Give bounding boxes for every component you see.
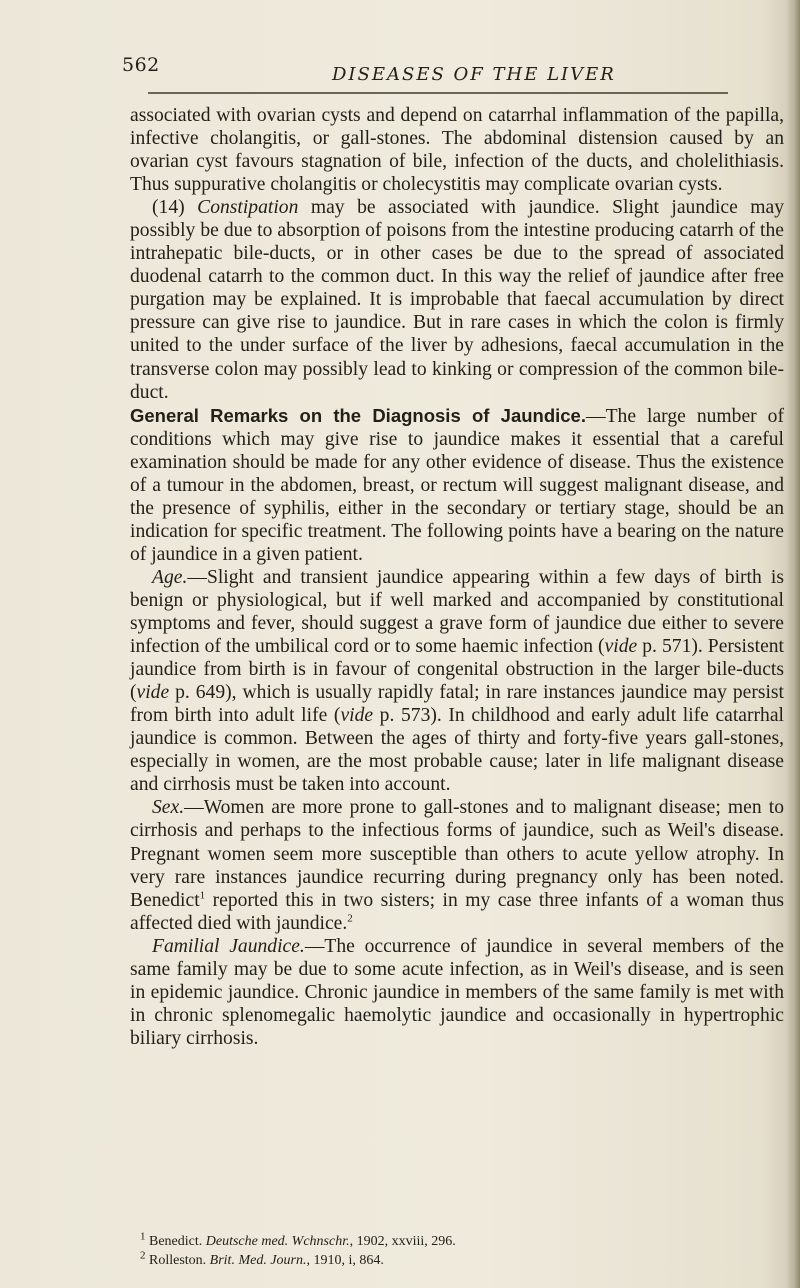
text-run: reported this in two sisters; in my case three infants of a woman thus affected died with jaundice. [130, 889, 784, 934]
footnote-journal: Brit. Med. Journ. [209, 1253, 307, 1268]
page-edge [786, 0, 800, 1288]
footnote-number: 2 [140, 1249, 146, 1262]
running-head: DISEASES OF THE LIVER [332, 64, 616, 85]
vide-ref: vide [604, 636, 638, 658]
paragraph-text: associated with ovarian cysts and depend on catarrhal inflammation of the papilla, infective cholangitis, or gall-stones. The abdominal distension caused by an ovarian cyst favours stagnation of bile, infection of the ducts, and cholelithiasis. Thus suppurative cholangitis or cholecystitis may complicate ovarian cysts. [130, 105, 784, 196]
page-number: 562 [122, 54, 160, 76]
item-number: (14) [152, 197, 198, 219]
footnote [140, 1251, 780, 1270]
footnote [140, 1232, 780, 1251]
text-run: p. 571). Persistent jaundice from birth is in favour of congenital obstruction in the larger bile-ducts ( [130, 636, 785, 704]
paragraph-sex [130, 796, 784, 934]
section-heading: General Remarks on the Diagnosis of Jaundice. [130, 404, 586, 426]
vide-ref: vide [136, 682, 170, 704]
paragraph-text: may be associated with jaundice. Slight jaundice may possibly be due to absorption of poisons from the intestine producing catarrh of the intrahepatic bile-ducts, or in other cases be due to the spread of associated duodenal catarrh to the common duct. In this way the relief of jaundice after free purgation may be explained. It is improbable that faecal accumulation by direct pressure can give rise to jaundice. But in rare cases in which the colon is firmly united to the under surface of the liver by adhesions, faecal accumulation in the transverse colon may possibly lead to kinking or compression of the common bile-duct. [130, 197, 784, 403]
footnote-citation: , 1902, xxviii, 296. [349, 1234, 456, 1249]
footnote-citation: , 1910, i, 864. [306, 1253, 384, 1268]
vide-ref: vide [340, 705, 374, 727]
text-run: p. 649), which is usually rapidly fatal; in rare instances jaundice may persist from birth into adult life ( [130, 682, 784, 727]
term-age: Age. [152, 566, 188, 588]
footnote-ref: 2 [347, 912, 353, 925]
term-familial-jaundice: Familial Jaundice. [152, 935, 305, 957]
term-constipation: Constipation [197, 197, 299, 219]
footnote-number: 1 [140, 1230, 146, 1243]
text-run: —Women are more prone to gall-stones and to malignant disease; men to cirrhosis and perhaps to the infectious forms of jaundice, such as Weil's disease. Pregnant women seem more susceptible than others to acute yellow atrophy. In very rare instances jaundice recurring during pregnancy only has been noted. Benedict [130, 797, 784, 911]
paragraph-familial-jaundice [130, 935, 784, 1050]
text-run: —Slight and transient jaundice appearing within a few days of birth is benign or physiological, but if well marked and accompanied by constitutional symptoms and fever, should suggest a grave form of jaundice due either to severe infection of the umbilical cord or to some haemic infection ( [130, 566, 784, 658]
paragraph-general-remarks [130, 404, 784, 566]
footnotes [140, 1232, 780, 1270]
footnote-journal: Deutsche med. Wchnschr. [205, 1234, 350, 1249]
page-header [122, 54, 782, 84]
text-run: p. 573). In childhood and early adult life catarrhal jaundice is common. Between the ages of thirty and forty-five years gall-stones, especially in women, are the most probable cause; later in life malignant disease and cirrhosis must be taken into account. [130, 705, 784, 796]
footnote-author: Rolleston. [149, 1253, 210, 1268]
footnote-ref: 1 [199, 889, 206, 902]
body-text [130, 104, 784, 1050]
term-sex: Sex. [152, 797, 185, 819]
paragraph-text: —The large number of conditions which may give rise to jaundice makes it essential that a careful examination should be made for any other evidence of disease. Thus the existence of a tumour in the abdomen, breast, or rectum will suggest malignant disease, and the presence of syphilis, either in the secondary or tertiary stage, should be an indication for specific treatment. The following points have a bearing on the nature of jaundice in a given patient. [130, 405, 784, 565]
footnote-author: Benedict. [149, 1234, 206, 1249]
header-rule [148, 92, 728, 94]
paragraph-age [130, 566, 784, 796]
paragraph-text: —The occurrence of jaundice in several members of the same family may be due to some acute infection, as in Weil's disease, and is seen in epidemic jaundice. Chronic jaundice in members of the same family is met with in chronic splenomegalic haemolytic jaundice and occasionally in hypertrophic biliary cirrhosis. [130, 935, 784, 1049]
paragraph [130, 104, 784, 196]
paragraph-constipation [130, 196, 784, 403]
